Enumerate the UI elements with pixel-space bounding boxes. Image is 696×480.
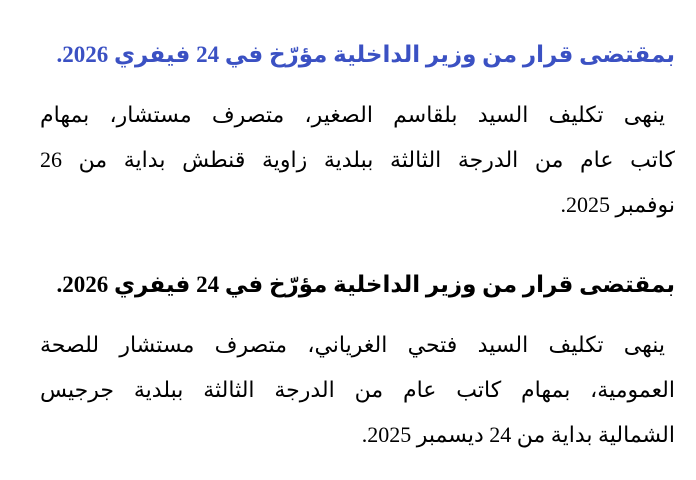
decree-section-1	[40, 40, 675, 227]
paragraph-line: ينهى تكليف السيد بلقاسم الصغير، متصرف مستشار، بمهام	[40, 102, 665, 127]
decree-paragraph	[40, 92, 675, 227]
decree-heading: بمقتضى قرار من وزير الداخلية مؤرّخ في 24 فيفري 2026.	[56, 42, 675, 67]
decree-heading: بمقتضى قرار من وزير الداخلية مؤرّخ في 24 فيفري 2026.	[56, 272, 675, 297]
decree-paragraph	[40, 322, 675, 457]
paragraph-line: نوفمبر 2025.	[560, 192, 675, 217]
paragraph-line: الشمالية بداية من 24 ديسمبر 2025.	[361, 422, 675, 447]
paragraph-line: ينهى تكليف السيد فتحي الغرياني، متصرف مستشار للصحة	[40, 332, 665, 357]
decree-section-2	[40, 270, 675, 457]
paragraph-line: العمومية، بمهام كاتب عام من الدرجة الثالثة ببلدية جرجيس	[40, 377, 675, 402]
paragraph-line: كاتب عام من الدرجة الثالثة ببلدية زاوية قنطش بداية من 26	[40, 147, 675, 172]
